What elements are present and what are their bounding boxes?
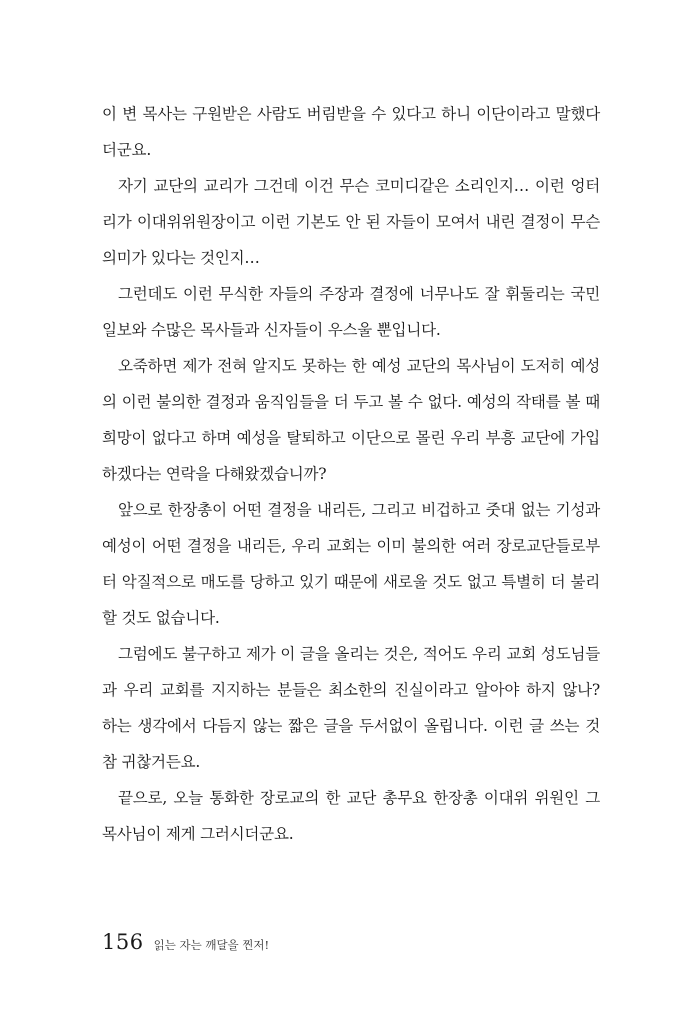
paragraph-3: 그런데도 이런 무식한 자들의 주장과 결정에 너무나도 잘 휘둘리는 국민일보와 수많은 목사들과 신자들이 우스울 뿐입니다. bbox=[102, 285, 600, 339]
page-footer bbox=[102, 930, 269, 960]
body-text bbox=[102, 96, 600, 852]
paragraph-6: 그럼에도 불구하고 제가 이 글을 올리는 것은, 적어도 우리 교회 성도님들과 우리 교회를 지지하는 분들은 최소한의 진실이라고 알아야 하지 않나? 하는 생각에서 다듬지 않는 짧은 글을 두서없이 올립니다. 이런 글 쓰는 것 참 귀찮거든요. bbox=[102, 645, 600, 771]
page-number: 156 bbox=[102, 930, 144, 954]
paragraph-4: 오죽하면 제가 전혀 알지도 못하는 한 예성 교단의 목사님이 도저히 예성의 이런 불의한 결정과 움직임들을 더 두고 볼 수 없다. 예성의 작태를 볼 때 희망이 없다고 하며 예성을 탈퇴하고 이단으로 몰린 우리 부흥 교단에 가입하겠다는 연락을 다해왔겠습니까? bbox=[102, 357, 600, 483]
paragraph-2: 자기 교단의 교리가 그건데 이건 무슨 코미디같은 소리인지… 이런 엉터리가 이대위위원장이고 이런 기본도 안 된 자들이 모여서 내린 결정이 무슨 의미가 있다는 것인지… bbox=[102, 177, 600, 267]
paragraph-5: 앞으로 한장총이 어떤 결정을 내리든, 그리고 비겁하고 줏대 없는 기성과 예성이 어떤 결정을 내리든, 우리 교회는 이미 불의한 여러 장로교단들로부터 악질적으로 매도를 당하고 있기 때문에 새로울 것도 없고 특별히 더 불리할 것도 없습니다. bbox=[102, 501, 600, 627]
paragraph-7: 끝으로, 오늘 통화한 장로교의 한 교단 총무요 한장총 이대위 위원인 그 목사님이 제게 그러시더군요. bbox=[102, 789, 600, 843]
paragraph-1: 이 변 목사는 구원받은 사람도 버림받을 수 있다고 하니 이단이라고 말했다더군요. bbox=[102, 105, 600, 159]
running-title: 읽는 자는 깨달을 찐저! bbox=[153, 938, 270, 952]
